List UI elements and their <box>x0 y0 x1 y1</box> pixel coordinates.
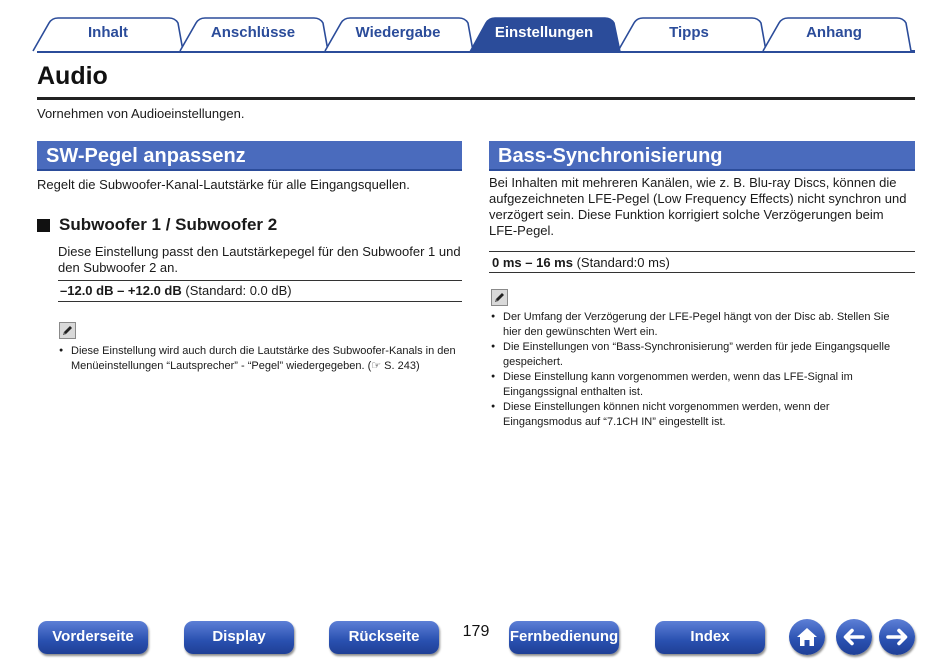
list-item: ● Diese Einstellungen können nicht vorgenommen werden, wenn der Eingangsmodus auf “7.1CH IN” eingestellt ist. <box>490 400 910 429</box>
list-item: ● Der Umfang der Verzögerung der LFE-Pegel hängt von der Disc ab. Stellen Sie hier den gewünschten Wert ein. <box>490 310 910 339</box>
front-page-button[interactable]: Vorderseite <box>38 621 148 654</box>
subheading-subwoofer-text: Subwoofer 1 / Subwoofer 2 <box>59 215 278 234</box>
subwoofer-range-value: –12.0 dB – +12.0 dB <box>60 283 182 298</box>
subwoofer-range-default: (Standard: 0.0 dB) <box>185 283 292 298</box>
pencil-note-icon <box>491 289 508 306</box>
bass-sync-range <box>489 251 915 273</box>
square-bullet-icon <box>37 219 50 232</box>
subheading-subwoofer <box>37 215 277 235</box>
section-heading-bass-sync: Bass-Synchronisierung <box>489 141 915 171</box>
title-divider <box>37 97 915 100</box>
list-item: ● Die Einstellungen von “Bass-Synchronisierung” werden für jede Eingangsquelle gespeichert. <box>490 340 910 369</box>
arrow-right-icon <box>879 619 915 655</box>
sw-pegel-description: Regelt die Subwoofer-Kanal-Lautstärke für alle Eingangsquellen. <box>37 177 410 192</box>
index-button[interactable]: Index <box>655 621 765 654</box>
page-intro: Vornehmen von Audioeinstellungen. <box>37 106 245 121</box>
bass-sync-range-default: (Standard:0 ms) <box>576 255 670 270</box>
pencil-note-icon <box>59 322 76 339</box>
home-icon <box>789 619 825 655</box>
tab-wiedergabe-label: Wiedergabe <box>355 24 441 41</box>
tab-inhalt-label: Inhalt <box>88 24 128 41</box>
next-page-button[interactable] <box>879 619 915 655</box>
home-button[interactable] <box>789 619 825 655</box>
list-item: ● Diese Einstellung kann vorgenommen werden, wenn das LFE-Signal im Eingangssignal enthalten ist. <box>490 370 910 399</box>
bass-sync-range-value: 0 ms – 16 ms <box>492 255 573 270</box>
bass-sync-description: Bei Inhalten mit mehreren Kanälen, wie z. B. Blu-ray Discs, können die aufgezeichneten LFE-Pegel (Low Frequency Effects) nicht synchron und verzögert sein. Diese Funktion korrigiert solche Verzögerungen beim LFE-Pegel. <box>489 175 907 238</box>
list-item: ● Diese Einstellung wird auch durch die Lautstärke des Subwoofer-Kanals in den Menüeinstellungen “Lautsprecher” - “Pegel” wiedergegeben. (☞ S. 243) <box>58 344 468 373</box>
tab-bar <box>0 0 950 56</box>
tab-anschluesse-label: Anschlüsse <box>210 24 296 41</box>
back-panel-button[interactable]: Rückseite <box>329 621 439 654</box>
previous-page-button[interactable] <box>836 619 872 655</box>
tab-einstellungen-label: Einstellungen <box>494 24 594 41</box>
page-number: 179 <box>462 623 490 640</box>
remote-control-button[interactable]: Fernbedienung <box>509 621 619 654</box>
bass-sync-notes <box>490 310 910 430</box>
subwoofer-description: Diese Einstellung passt den Lautstärkepegel für den Subwoofer 1 und den Subwoofer 2 an. <box>58 244 461 275</box>
section-heading-sw-pegel: SW-Pegel anpassenz <box>37 141 462 171</box>
arrow-left-icon <box>836 619 872 655</box>
subwoofer-range <box>58 280 462 302</box>
sw-pegel-notes <box>58 344 468 374</box>
page-title: Audio <box>37 62 108 90</box>
display-button[interactable]: Display <box>184 621 294 654</box>
tab-anhang-label: Anhang <box>806 24 862 41</box>
tab-tipps-label: Tipps <box>669 24 709 41</box>
